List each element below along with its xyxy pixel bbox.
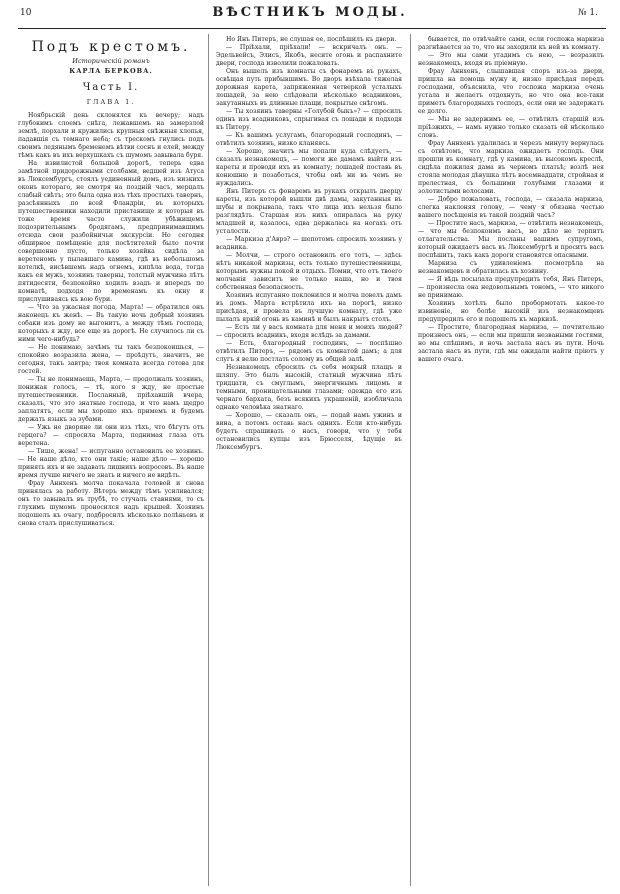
column-right	[418, 36, 604, 884]
paragraph: — Что за ужасная погода, Марта! — обратился онъ наконецъ къ женѣ. — Въ такую ночь добрый хозяинъ собаки изъ дому не выгонитъ, а между тѣмъ господа, которыхъ я жду, все еще въ дорогѣ. Не случилось ли съ ними чего-нибудь?	[18, 304, 204, 343]
paragraph: — Есть, благородный господинъ, — поспѣшно отвѣтилъ Питеръ, — рядомъ съ комнатой дамъ; а для слугъ я велю постлать солому въ общей залѣ.	[216, 340, 402, 363]
paragraph: — Пріѣхали, пріѣхали! — вскричалъ онъ. — Эдельвейсъ, Элисъ, Якобъ, несите огонь и распахните двери, господа изволили пожаловать.	[216, 44, 402, 67]
middle-column-body	[216, 36, 402, 452]
paragraph: — Простите, благородная маркиза, — почтительно произнесъ онъ, — если мы пришли незваными гостями, но мы спѣшимъ, и ночь застала насъ въ пути. Ночь застала насъ въ пути, гдѣ мы ожидали найти пріютъ у вашего очага.	[418, 324, 604, 363]
column-middle	[216, 36, 402, 884]
paragraph: — Простите насъ, маркиза, — отвѣтилъ незнакомецъ, — что мы безпокоимъ васъ, но дѣло не терпитъ отлагательства. Мы посланы вашимъ супругомъ, который ожидаетъ васъ въ Люксембургѣ и проситъ васъ поспѣшить, такъ какъ дороги становятся опасными.	[418, 220, 604, 259]
paragraph: Незнакомецъ сбросилъ съ себя мокрый плащъ и шляпу. Это былъ высокій, статный мужчина лѣтъ тридцати, съ смуглымъ, энергичнымъ лицомъ и темными, проницательными глазами; одежда его изъ чернаго бархата, безъ всякихъ украшеній, изобличала однако человѣка знатнаго.	[216, 364, 402, 411]
header-rule	[18, 28, 606, 29]
paragraph: — Ужь не дворяне ли они изъ тѣхъ, что бѣгутъ отъ герцога? — спросила Марта, поднимая глаза отъ веретена.	[18, 424, 204, 447]
column-left	[18, 36, 204, 884]
paragraph: Маркиза съ удивленіемъ посмотрѣла на незнакомцевъ и обратилась къ хозяину.	[418, 260, 604, 275]
column-divider	[410, 34, 411, 886]
paragraph: На извилистой большой дорогѣ, теперь едва замѣтной придорожными столбами, ведшей изъ Атуса въ Люксембургъ, стоялъ уединенный домъ, изъ низкихъ оконъ котораго, не смотря на поздній часъ, мерцалъ слабый свѣтъ; это была одна изъ тѣхъ простыхъ тавернъ, разсѣянныхъ по всей Фландріи, въ которыхъ путешественники находили пристанище и которыя въ тоже время часто служили убѣжищемъ подозрительнымъ бродягамъ, предпринимавшимъ отсюда свои разбойничьи экскурсіи. Но сегодня обширное помѣщеніе для посѣтителей было почти совершенно пусто, только хозяйка сидѣла за веретеномъ у пылавшаго камина, гдѣ въ небольшомъ котелкѣ, висѣвшемъ надъ огнемъ, кипѣла вода, тогда какъ ея мужъ, хозяинъ таверны, толстый мужчина лѣтъ пятидесяти, безпокойно ходилъ взадъ и впередъ по комнатѣ, подходя по временамъ къ окну и прислушиваясь къ вою бури.	[18, 160, 204, 303]
article-subtitle: Историческій романъ	[72, 57, 150, 65]
journal-title: ВѢСТНИКЪ МОДЫ.	[212, 5, 408, 20]
paragraph: Фрау Аннхенъ молча покачала головой и снова принялась за работу. Вѣтеръ между тѣмъ усиливался; онъ то завывалъ въ трубѣ, то стучалъ ставнями, то съ глухимъ шумомъ проносился надъ крышей. Хозяинъ подошелъ къ очагу, подбросилъ нѣсколько полѣньевъ и снова сталъ прислушиваться.	[18, 480, 204, 527]
paragraph: Ноябрьскій день склонялся къ вечеру; надъ глубокимъ слоемъ снѣга, лежавшемъ на замерзлой землѣ, порхали и кружились крупныя снѣжныя хлопья, падавшія съ темнаго неба; съ трескомъ гнулись подъ своимъ ледянымъ бременемъ вѣтви соснъ и елей, между тѣмъ какъ въ ихъ верхушкахъ съ шумомъ завывала буря.	[18, 112, 204, 159]
paragraph: Онъ вышелъ изъ комнаты съ фонаремъ въ рукахъ, освѣщая путь прибывшимъ. Во дворъ въѣхала тяжелая дорожная карета, запряженная четверкой усталыхъ лошадей, за нею слѣдовали нѣсколько всадниковъ, закутанныхъ въ длинные плащи, покрытые снѣгомъ.	[216, 68, 402, 107]
part-heading: Часть I.	[82, 82, 140, 93]
left-column-body	[18, 112, 204, 528]
paragraph: — Хорошо, значитъ мы попали куда слѣдуетъ, — сказалъ незнакомецъ, — помоги же дамамъ выйти изъ кареты и проводи ихъ въ комнату; лошадей поставь въ конюшню и позаботься, чтобы онѣ ни въ чемъ не нуждались.	[216, 148, 402, 187]
paragraph: — Мы не задержимъ ее, — отвѣтилъ старшій изъ пріѣзжихъ, — намъ нужно только сказать ей нѣсколько словъ.	[418, 116, 604, 139]
paragraph: — Я вѣдь посылала предупредить тебя, Янъ Питеръ, — произнесла она недовольнымъ тономъ, — что никого не принимаю.	[418, 276, 604, 299]
page-header	[0, 0, 620, 40]
paragraph: — Добро пожаловать, господа, — сказала маркиза, слегка наклоняя голову, — чему я обязана честью вашего посѣщенія въ такой поздній часъ?	[418, 196, 604, 219]
paragraph: Янъ Питеръ съ фонаремъ въ рукахъ открылъ дверцу кареты, изъ которой вышли двѣ дамы, закутанныя въ шубы и покрывала, такъ что лица ихъ нельзя было разглядѣть. Старшая изъ нихъ опиралась на руку младшей и, казалось, едва держалась на ногахъ отъ усталости.	[216, 188, 402, 235]
article-title: Подъ крестомъ.	[31, 39, 191, 55]
paragraph: — Маркиза д'Аврэ? — шепотомъ спросилъ хозяинъ у всадника.	[216, 236, 402, 251]
chapter-heading: ГЛАВА 1.	[86, 98, 136, 106]
paragraph: — Къ вашимъ услугамъ, благородный господинъ, — отвѣтилъ хозяинъ, низко кланяясь.	[216, 132, 402, 147]
paragraph: — Не понимаю, зачѣмъ ты такъ безпокоишься, — спокойно возразила жена, — проѣдутъ, значитъ, не сегодня, такъ завтра; твоя комната всегда готова для гостей.	[18, 344, 204, 375]
issue-number: № 1.	[578, 8, 598, 18]
paragraph: Хозяинъ испуганно поклонился и молча повелъ дамъ въ домъ. Марта встрѣтила ихъ на порогѣ, низко присѣдая, и провела въ лучшую комнату, гдѣ уже пылалъ яркій огонь въ каминѣ и былъ накрытъ столъ.	[216, 292, 402, 323]
paragraph: бывается, по отвѣчайте сами, если госпожа маркиза разгнѣвается за то, что вы заходили къ ней въ комнату.	[418, 36, 604, 51]
paragraph: Фрау Аннхенъ, слышавшая споръ изъ-за двери, пришла на помощь мужу и, низко присѣдая передъ господами, объяснила, что госпожа маркиза очень устала и желаетъ отдохнуть, но что она все-таки приметъ благородныхъ господъ, если они не задержатъ ее долго.	[418, 68, 604, 115]
paragraph: — Ты не понимаешь, Марта, — продолжалъ хозяинъ, понижая голосъ, — тѣ, кого я жду, не простые путешественники. Посланный, пріѣхавшій вчера, сказалъ, что это знатные господа, и что намъ щедро заплатятъ, если мы хорошо ихъ примемъ и будемъ держать языкъ за зубами.	[18, 376, 204, 423]
paragraph: Фрау Аннхенъ удалилась и черезъ минуту вернулась съ отвѣтомъ, что маркиза ожидаетъ господъ. Они прошли въ комнату, гдѣ у камина, въ высокомъ креслѣ, сидѣла пожилая дама въ черномъ платьѣ; возлѣ нея стояла молодая дѣвушка лѣтъ восемнадцати, стройная и прелестная, съ большими голубыми глазами и золотистыми волосами.	[418, 140, 604, 195]
paragraph: — Тише, жена! — испуганно остановилъ ее хозяинъ. — Не наше дѣло, кто они такіе; наше дѣло — хорошо принять ихъ и не задавать лишнихъ вопросовъ. Въ наше время лучше ничего не знать и ничего не видѣть.	[18, 448, 204, 479]
article-author: КАРЛА БЕРКОВА.	[69, 67, 153, 75]
column-divider	[208, 34, 209, 886]
right-column-body	[418, 36, 604, 364]
paragraph: — Это мы сами угадимъ съ нею, — возразилъ незнакомецъ, входя въ пріемную.	[418, 52, 604, 67]
paragraph: Хозяинъ хотѣлъ было пробормотать какое-то извиненіе, но болѣе высокій изъ незнакомцевъ предупредилъ его и подошелъ къ маркизѣ.	[418, 300, 604, 323]
page-number: 10	[20, 8, 32, 18]
paragraph: — Хорошо, — сказалъ онъ, — подай намъ ужинъ и вина, а потомъ оставь насъ однихъ. Если кто-нибудь будетъ спрашивать о насъ, говори, что у тебя остановились купцы изъ Брюсселя, ѣдущіе въ Люксембургъ.	[216, 412, 402, 451]
paragraph: — Ты хозяинъ таверны «Голубой быкъ»? — спросилъ одинъ изъ всадниковъ, спрыгивая съ лошади и подходя къ Питеру.	[216, 108, 402, 131]
paragraph: Но Янъ Питеръ, не слушая ее, поспѣшилъ къ двери.	[226, 36, 397, 43]
paragraph: — Молчи, — строго остановилъ его тотъ, — здѣсь нѣтъ никакой маркизы, есть только путешественницы, которымъ нужны покой и отдыхъ. Помни, что отъ твоего молчанія зависитъ не только наша, но и твоя собственная безопасность.	[216, 252, 402, 291]
paragraph: — Есть ли у васъ комната для меня и моихъ людей? — спросилъ всадникъ, входя вслѣдъ за дамами.	[216, 324, 402, 339]
